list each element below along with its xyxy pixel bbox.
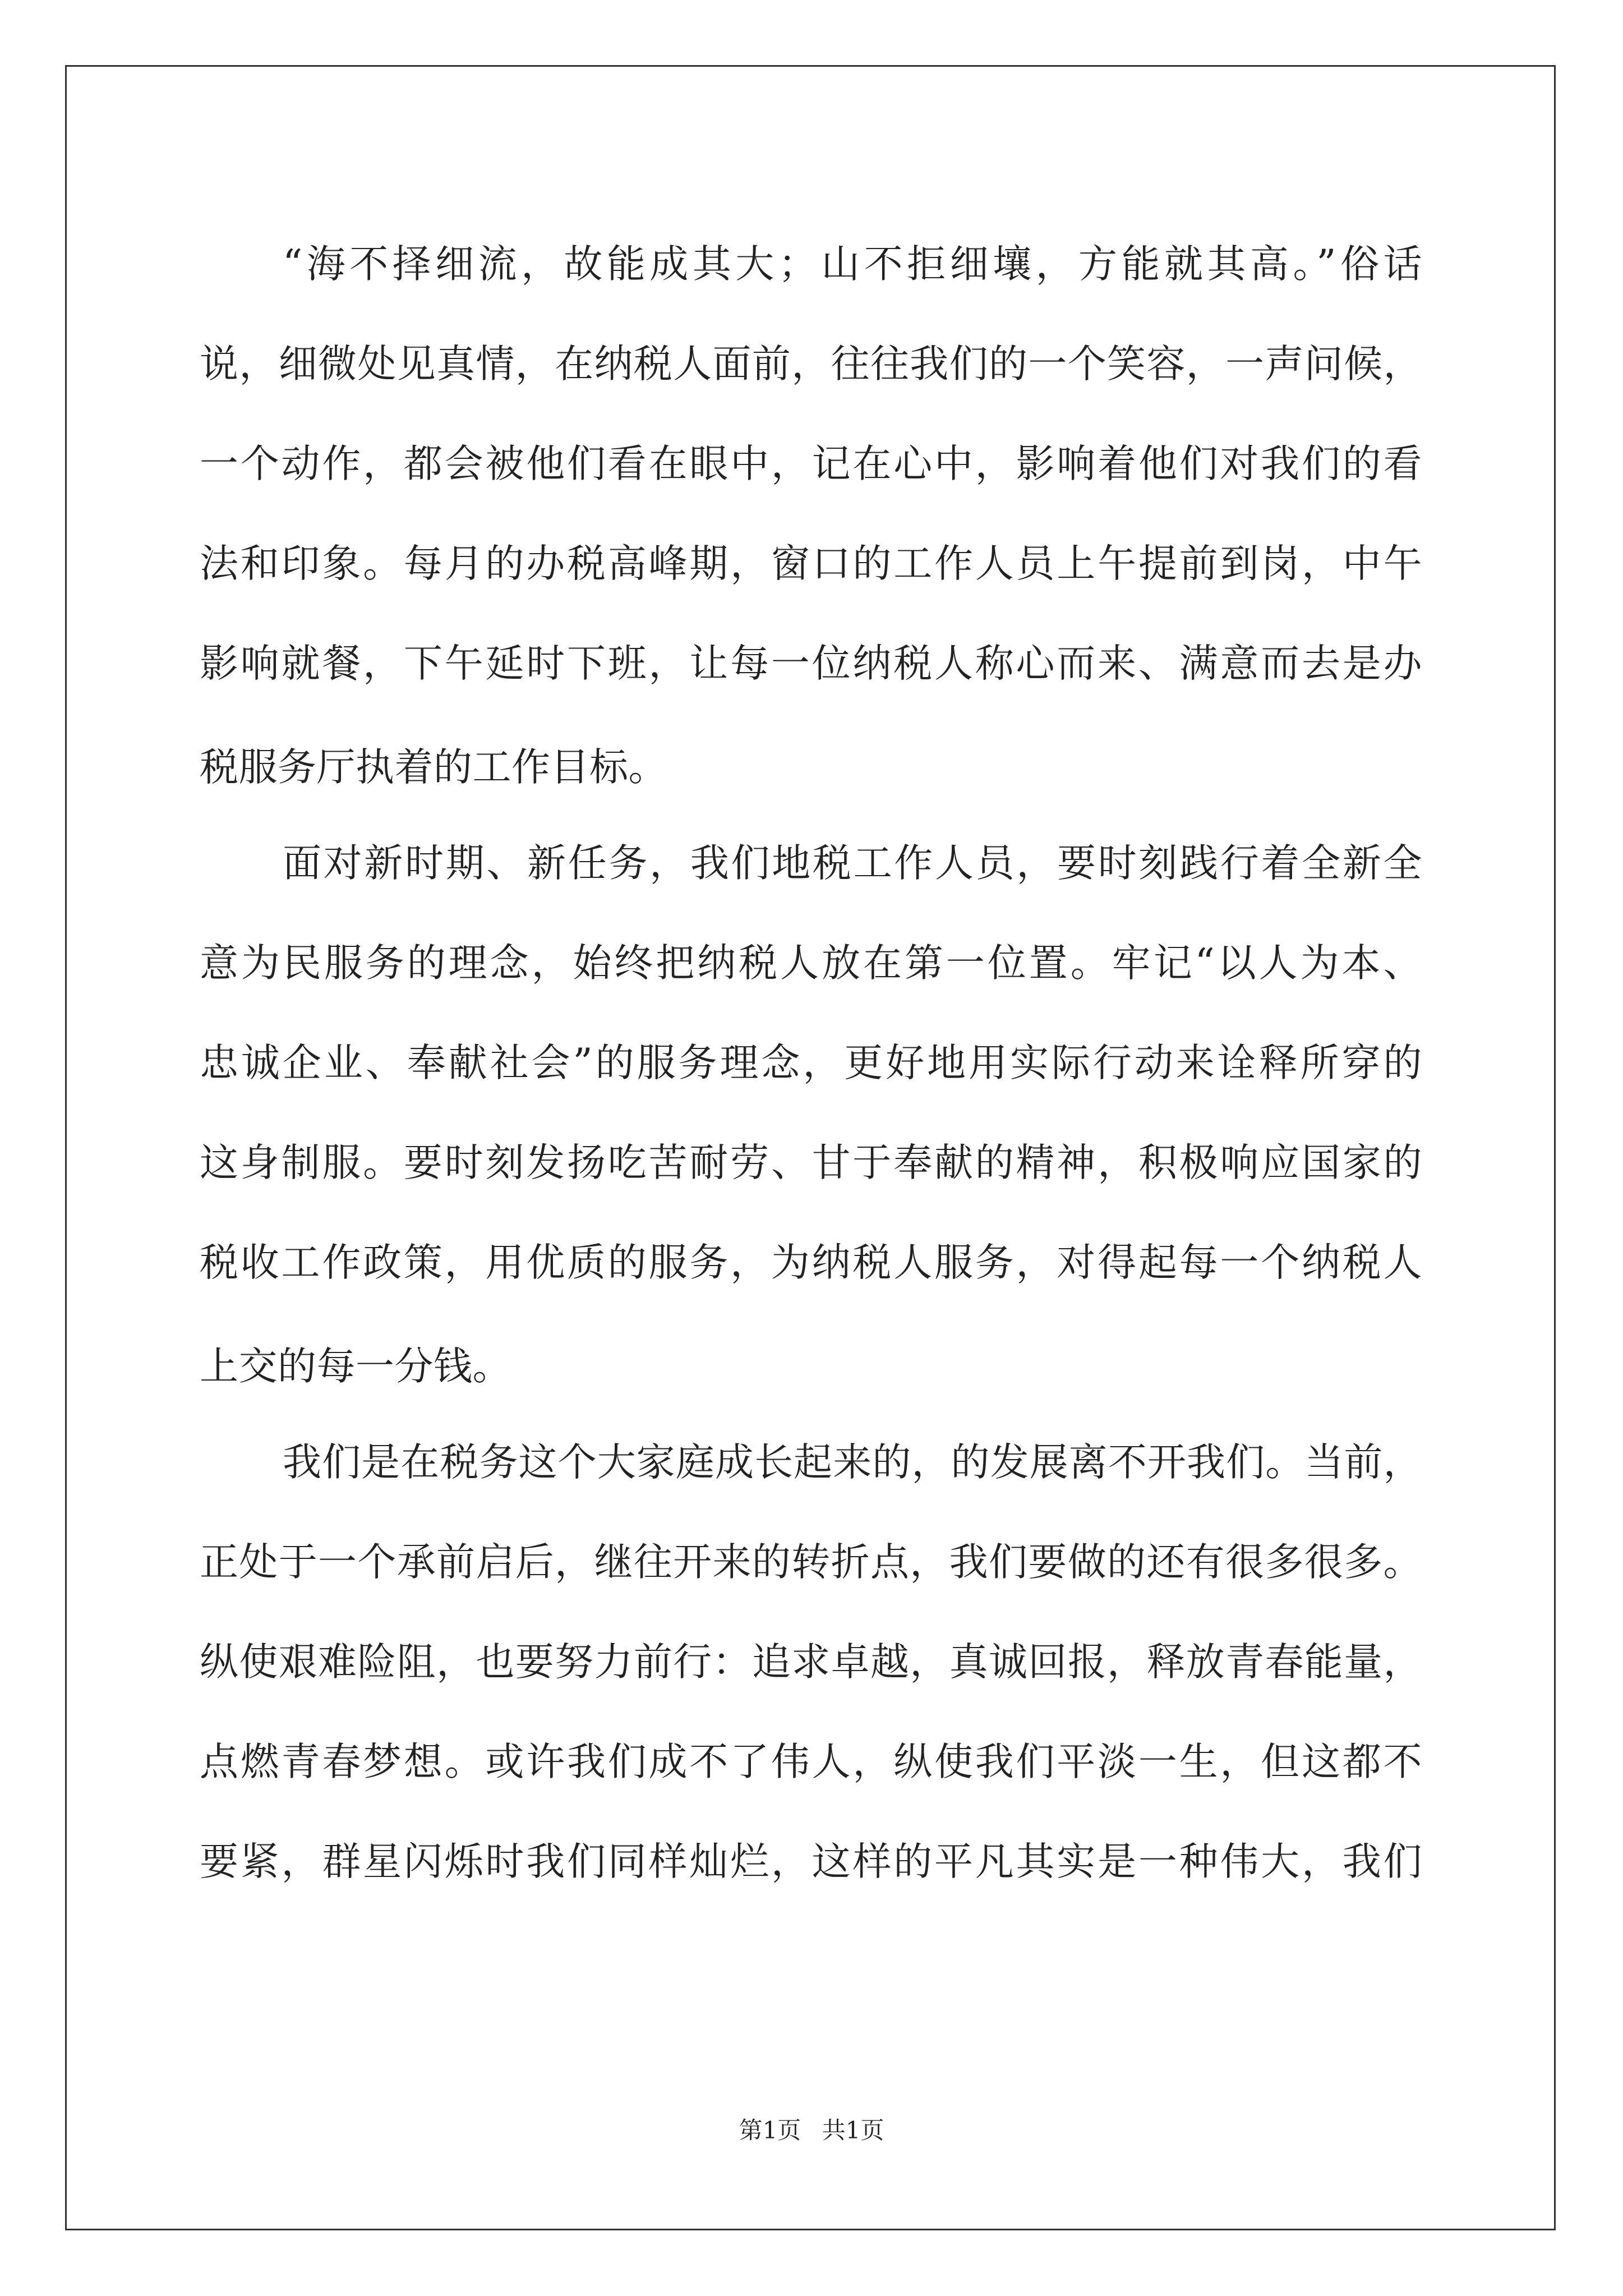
page-number-total: 共1页 xyxy=(822,2116,884,2144)
text-line: 正处于一个承前启后，继往开来的转折点，我们要做的还有很多很多。 xyxy=(200,1540,1422,1585)
text-line: 一个动作，都会被他们看在眼中，记在心中，影响着他们对我们的看 xyxy=(200,441,1422,486)
text-line: 影响就餐，下午延时下班，让每一位纳税人称心而来、满意而去是办 xyxy=(200,641,1422,686)
text-line: 纵使艰难险阻，也要努力前行：追求卓越，真诚回报，释放青春能量， xyxy=(200,1640,1422,1685)
text-line: 点燃青春梦想。或许我们成不了伟人，纵使我们平淡一生，但这都不 xyxy=(200,1740,1422,1784)
document-body xyxy=(200,214,1422,1912)
text-line: 我们是在税务这个大家庭成长起来的，的发展离不开我们。当前， xyxy=(283,1440,1422,1485)
text-line: 说，细微处见真情，在纳税人面前，往往我们的一个笑容，一声问候， xyxy=(200,342,1422,386)
text-line: 面对新时期、新任务，我们地税工作人员，要时刻践行着全新全 xyxy=(283,841,1422,886)
text-line: 法和印象。每月的办税高峰期，窗口的工作人员上午提前到岗，中午 xyxy=(200,541,1422,586)
text-line: 要紧，群星闪烁时我们同样灿烂，这样的平凡其实是一种伟大，我们 xyxy=(200,1839,1422,1884)
text-line: 意为民服务的理念，始终把纳税人放在第一位置。牢记“以人为本、 xyxy=(200,941,1422,986)
text-line: 这身制服。要时刻发扬吃苦耐劳、甘于奉献的精神，积极响应国家的 xyxy=(200,1140,1422,1185)
page-footer xyxy=(0,2112,1623,2146)
text-line: 上交的每一分钱。 xyxy=(200,1343,511,1389)
text-line: 忠诚企业、奉献社会”的服务理念，更好地用实际行动来诠释所穿的 xyxy=(200,1041,1422,1085)
page-number-current: 第1页 xyxy=(739,2116,801,2144)
text-line: 税收工作政策，用优质的服务，为纳税人服务，对得起每一个纳税人 xyxy=(200,1240,1422,1285)
text-line: “海不择细流，故能成其大；山不拒细壤，方能就其高。”俗话 xyxy=(283,242,1422,287)
text-line: 税服务厅执着的工作目标。 xyxy=(200,744,667,790)
